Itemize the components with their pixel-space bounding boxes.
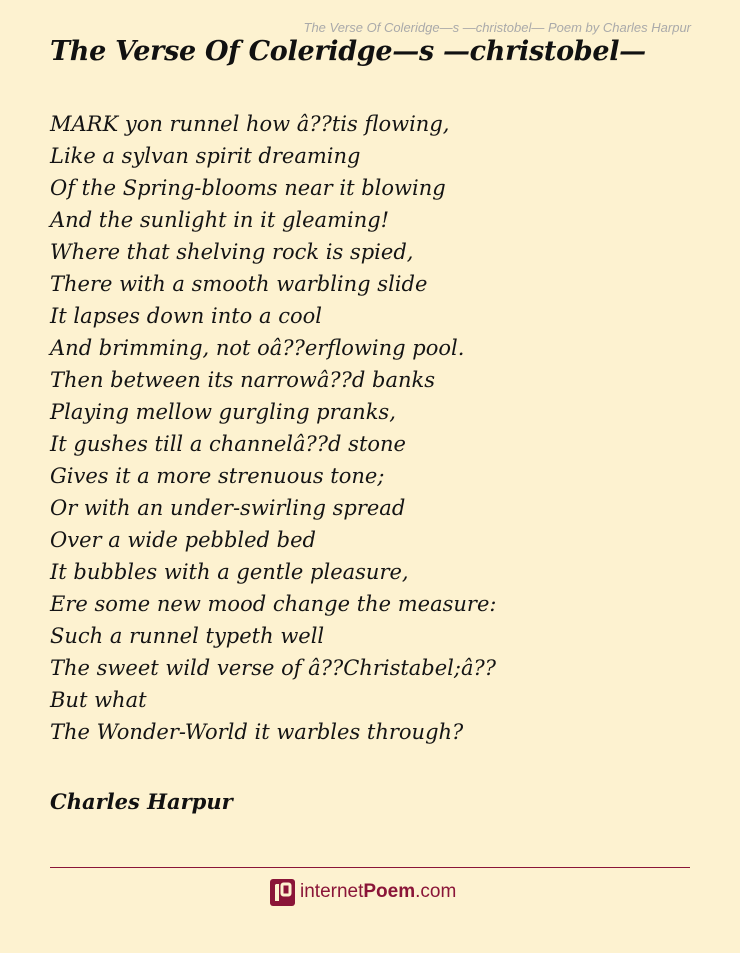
poem-line: Gives it a more strenuous tone; (50, 464, 385, 488)
poem-line: The Wonder-World it warbles through? (50, 720, 464, 744)
poem-line: And brimming, not oâ??erflowing pool. (50, 336, 465, 360)
poem-line: There with a smooth warbling slide (50, 272, 428, 296)
poem-line: It lapses down into a cool (50, 304, 322, 328)
poem-line: Of the Spring-blooms near it blowing (50, 176, 446, 200)
footer-brand-link[interactable] (270, 878, 456, 906)
poem-line: But what (50, 688, 147, 712)
footer-brand-text (300, 881, 456, 903)
poem-line: Over a wide pebbled bed (50, 528, 316, 552)
poem-line: Like a sylvan spirit dreaming (50, 144, 361, 168)
poem-line: It bubbles with a gentle pleasure, (50, 560, 409, 584)
footer-divider (50, 867, 690, 868)
brand-suffix: .com (415, 881, 457, 902)
poem-author[interactable]: Charles Harpur (50, 789, 233, 814)
poem-title: The Verse Of Coleridge—s —christobel— (50, 36, 646, 67)
poem-line: Playing mellow gurgling pranks, (50, 400, 396, 424)
poem-line: The sweet wild verse of â??Christabel;â?? (50, 656, 497, 680)
poem-line: Ere some new mood change the measure: (50, 592, 497, 616)
page-header-caption: The Verse Of Coleridge—s —christobel— Poem by Charles Harpur (303, 20, 691, 35)
poem-line: Then between its narrowâ??d banks (50, 368, 435, 392)
poem-body (50, 108, 496, 748)
internetpoem-logo-icon (270, 879, 295, 906)
poem-line: MARK yon runnel how â??tis flowing, (50, 112, 450, 136)
poem-line: It gushes till a channelâ??d stone (50, 432, 406, 456)
poem-line: Where that shelving rock is spied, (50, 240, 414, 264)
brand-bold: Poem (363, 881, 416, 902)
poem-line: Such a runnel typeth well (50, 624, 325, 648)
poem-line: And the sunlight in it gleaming! (50, 208, 390, 232)
poem-line: Or with an under-swirling spread (50, 496, 406, 520)
brand-prefix: internet (300, 881, 364, 902)
